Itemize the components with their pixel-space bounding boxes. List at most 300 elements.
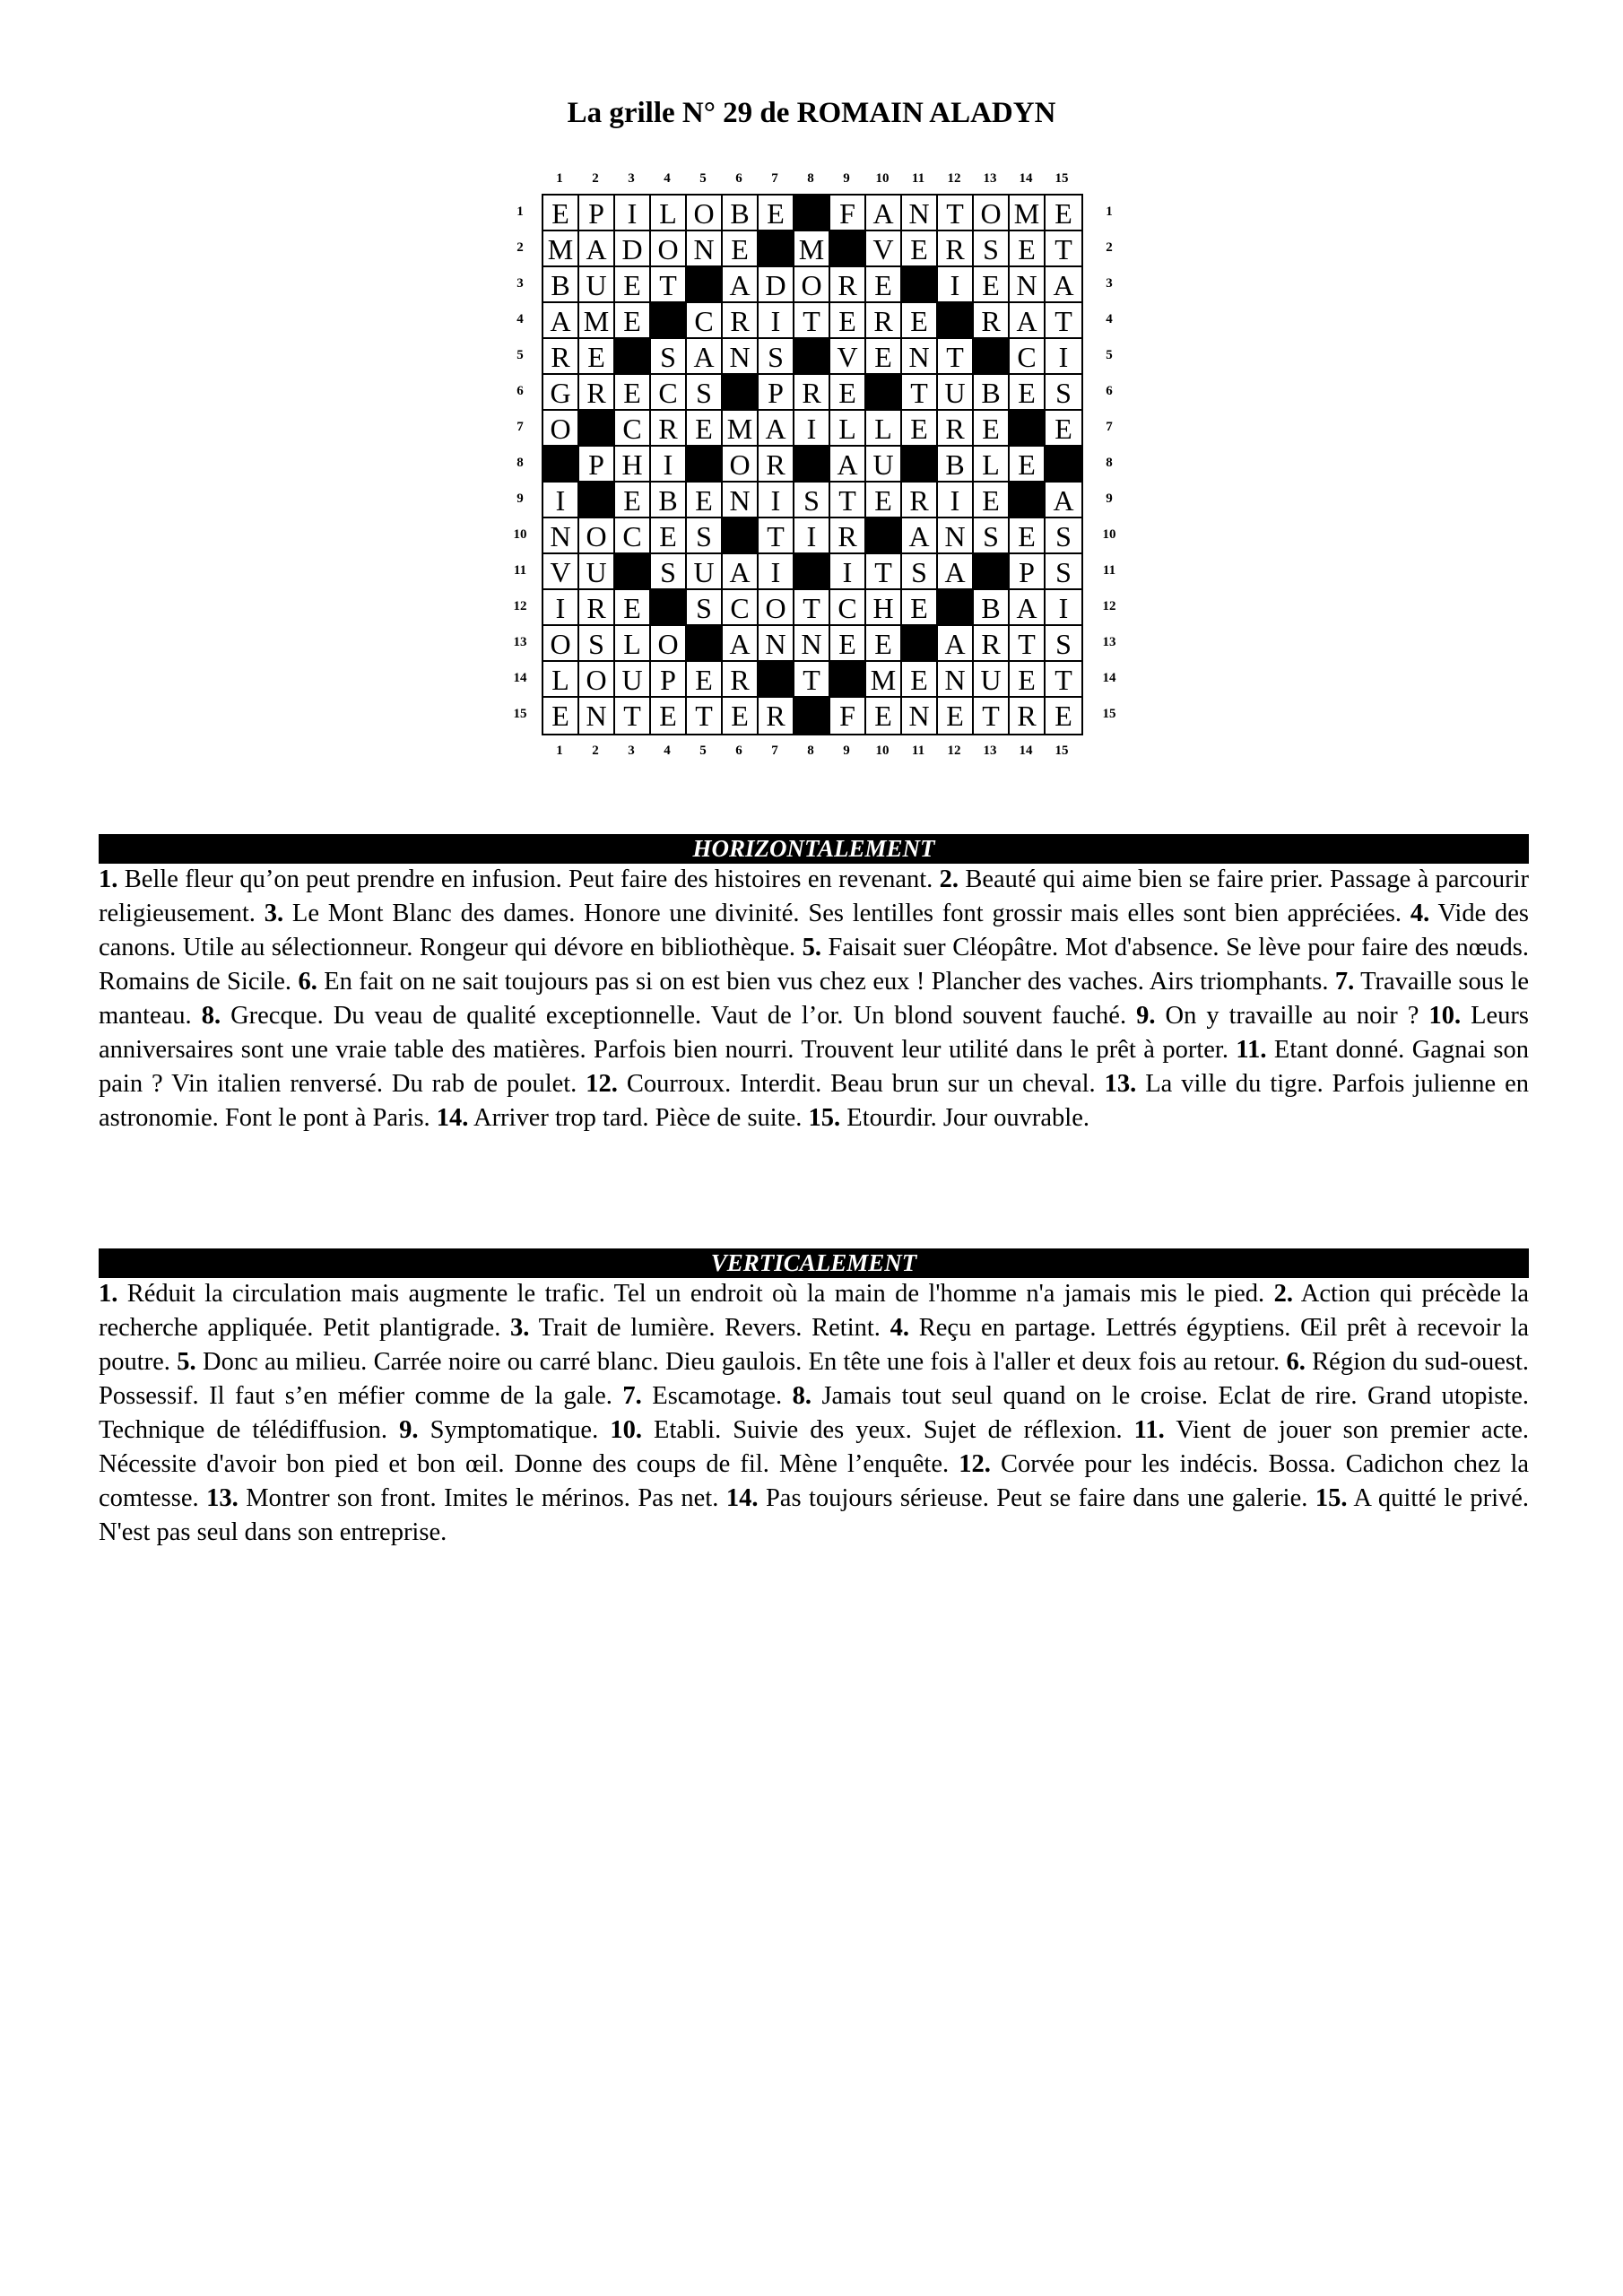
- letter-cell: S: [794, 483, 830, 518]
- letter-cell: T: [938, 339, 974, 375]
- letter-cell: D: [615, 231, 651, 267]
- letter-cell: S: [902, 554, 938, 590]
- letter-cell: O: [974, 196, 1010, 231]
- letter-cell: P: [579, 447, 615, 483]
- row-number-right-1: 1: [1106, 204, 1113, 219]
- row-number-left-9: 9: [516, 491, 524, 506]
- row-number-right-4: 4: [1106, 312, 1113, 326]
- letter-cell: U: [579, 554, 615, 590]
- letter-cell: A: [579, 231, 615, 267]
- row-number-right-15: 15: [1102, 707, 1116, 721]
- column-number-top-3: 3: [628, 171, 635, 186]
- column-number-bottom-14: 14: [1019, 744, 1033, 758]
- column-number-top-13: 13: [983, 171, 997, 186]
- black-cell: [687, 267, 723, 303]
- column-number-top-15: 15: [1055, 171, 1069, 186]
- letter-cell: R: [723, 303, 759, 339]
- letter-cell: R: [759, 698, 794, 734]
- horizontal-clue-text: La ville du tigre. Parfois julienne en astronomie. Font le pont à Paris.: [99, 1070, 1530, 1132]
- letter-cell: G: [543, 375, 579, 411]
- row-number-left-11: 11: [513, 563, 527, 578]
- letter-cell: N: [938, 518, 974, 554]
- horizontal-heading: HORIZONTALEMENT: [99, 834, 1529, 864]
- letter-cell: R: [974, 303, 1010, 339]
- letter-cell: A: [723, 626, 759, 662]
- letter-cell: E: [1055, 700, 1072, 732]
- letter-cell: C: [687, 303, 723, 339]
- vertical-clue-text: Corvée pour les indécis. Bossa. Cadichon chez la comtesse.: [99, 1450, 1530, 1512]
- letter-cell: S: [1046, 626, 1081, 662]
- black-cell: [579, 483, 615, 518]
- horizontal-clue-text: Etourdir. Jour ouvrable.: [846, 1104, 1089, 1132]
- letter-cell: N: [579, 698, 615, 734]
- letter-cell: E: [866, 626, 902, 662]
- vertical-clue-text: Etabli. Suivie des yeux. Sujet de réflexion.: [654, 1416, 1123, 1444]
- black-cell: [759, 662, 794, 698]
- horizontal-clue-number: 11.: [1236, 1036, 1267, 1064]
- letter-cell: U: [615, 662, 651, 698]
- black-cell: [974, 554, 1010, 590]
- letter-cell: N: [938, 662, 974, 698]
- letter-cell: R: [938, 411, 974, 447]
- letter-cell: S: [1046, 375, 1081, 411]
- letter-cell: E: [974, 267, 1010, 303]
- letter-cell: S: [974, 231, 1010, 267]
- page-title: La grille N° 29 de ROMAIN ALADYN: [567, 97, 1056, 129]
- column-number-top-7: 7: [771, 171, 778, 186]
- black-cell: [902, 626, 938, 662]
- vertical-clue-number: 13.: [206, 1484, 239, 1512]
- column-number-bottom-8: 8: [807, 744, 814, 758]
- black-cell: [687, 447, 723, 483]
- horizontal-clue-number: 15.: [808, 1104, 841, 1132]
- letter-cell: E: [830, 303, 866, 339]
- column-number-bottom-2: 2: [592, 744, 599, 758]
- letter-cell: U: [579, 267, 615, 303]
- letter-cell: T: [794, 662, 830, 698]
- letter-cell: O: [579, 662, 615, 698]
- row-number-left-13: 13: [513, 635, 527, 649]
- row-number-left-3: 3: [516, 276, 524, 291]
- row-number-right-10: 10: [1102, 527, 1116, 542]
- letter-cell: E: [866, 339, 902, 375]
- black-cell: [938, 590, 974, 626]
- horizontal-clue-number: 7.: [1334, 968, 1355, 996]
- letter-cell: I: [543, 483, 579, 518]
- horizontal-clue-text: Leurs anniversaires sont une vraie table des matières. Parfois bien nourri. Trouvent leur utilité dans le prêt à porter.: [99, 1002, 1530, 1064]
- column-number-bottom-4: 4: [664, 744, 671, 758]
- letter-cell: L: [651, 196, 687, 231]
- vertical-clues: [99, 1277, 1529, 1550]
- column-number-top-1: 1: [556, 171, 563, 186]
- vertical-clue-text: Montrer son front. Imites le mérinos. Pas net.: [246, 1484, 719, 1512]
- horizontal-clue-number: 13.: [1104, 1070, 1137, 1098]
- black-cell: [902, 447, 938, 483]
- column-number-bottom-3: 3: [628, 744, 635, 758]
- column-number-top-5: 5: [699, 171, 707, 186]
- letter-cell: A: [687, 339, 723, 375]
- row-numbers-right: [1091, 194, 1127, 732]
- column-number-bottom-10: 10: [875, 744, 890, 758]
- letter-cell: P: [1010, 554, 1046, 590]
- letter-cell: A: [1010, 590, 1046, 626]
- letter-cell: R: [830, 267, 866, 303]
- letter-cell: S: [687, 518, 723, 554]
- letter-cell: A: [1046, 267, 1081, 303]
- letter-cell: D: [759, 267, 794, 303]
- letter-cell: V: [866, 231, 902, 267]
- letter-cell: A: [830, 447, 866, 483]
- vertical-clue-number: 6.: [1286, 1348, 1306, 1376]
- horizontal-clue-text: Vide des canons. Utile au sélectionneur. Rongeur qui dévore en bibliothèque.: [99, 900, 1530, 961]
- letter-cell: S: [1046, 554, 1081, 590]
- row-number-left-5: 5: [516, 348, 524, 362]
- letter-cell: C: [651, 375, 687, 411]
- letter-cell: T: [1010, 626, 1046, 662]
- letter-cell: E: [902, 411, 938, 447]
- letter-cell: O: [651, 231, 687, 267]
- column-number-top-11: 11: [911, 171, 925, 186]
- vertical-clue-number: 10.: [610, 1416, 642, 1444]
- column-number-top-8: 8: [807, 171, 814, 186]
- letter-cell: S: [651, 339, 687, 375]
- letter-cell: R: [830, 518, 866, 554]
- letter-cell: N: [687, 231, 723, 267]
- black-cell: [651, 590, 687, 626]
- letter-cell: E: [902, 590, 938, 626]
- letter-cell: T: [830, 483, 866, 518]
- letter-cell: L: [615, 626, 651, 662]
- horizontal-clue-number: 3.: [264, 900, 284, 927]
- letter-cell: R: [759, 447, 794, 483]
- vertical-clue-text: Symptomatique.: [430, 1416, 599, 1444]
- black-cell: [794, 339, 830, 375]
- letter-cell: E: [615, 483, 651, 518]
- letter-cell: L: [543, 662, 579, 698]
- horizontal-clue-number: 2.: [939, 865, 959, 893]
- black-cell: [902, 267, 938, 303]
- letter-cell: T: [1046, 303, 1081, 339]
- letter-cell: E: [723, 231, 759, 267]
- black-cell: [723, 375, 759, 411]
- horizontal-clue-text: Le Mont Blanc des dames. Honore une divinité. Ses lentilles font grossir mais elles sont bien appréciées.: [291, 900, 1402, 927]
- letter-cell: N: [902, 339, 938, 375]
- letter-cell: F: [830, 698, 866, 734]
- column-number-top-14: 14: [1019, 171, 1033, 186]
- letter-cell: R: [902, 483, 938, 518]
- black-cell: [830, 231, 866, 267]
- letter-cell: E: [1010, 518, 1046, 554]
- black-cell: [543, 447, 579, 483]
- letter-cell: E: [687, 662, 723, 698]
- horizontal-clue-number: 14.: [436, 1104, 469, 1132]
- letter-cell: B: [723, 196, 759, 231]
- letter-cell: E: [902, 303, 938, 339]
- letter-cell: N: [794, 626, 830, 662]
- black-cell: [830, 662, 866, 698]
- letter-cell: E: [974, 483, 1010, 518]
- row-number-left-10: 10: [513, 527, 527, 542]
- letter-cell: A: [902, 518, 938, 554]
- black-cell: [794, 698, 830, 734]
- row-number-right-6: 6: [1106, 384, 1113, 398]
- letter-cell: A: [723, 554, 759, 590]
- horizontal-clue-text: Grecque. Du veau de qualité exceptionnelle. Vaut de l’or. Un blond souvent fauché.: [230, 1002, 1127, 1030]
- letter-cell: U: [938, 375, 974, 411]
- letter-cell: C: [615, 518, 651, 554]
- horizontal-clue-text: Etant donné. Gagnai son pain ? Vin italien renversé. Du rab de poulet.: [99, 1036, 1530, 1098]
- vertical-clue-text: Jamais tout seul quand on le croise. Eclat de rire. Grand utopiste. Technique de télédiffusion.: [99, 1382, 1530, 1444]
- letter-cell: C: [615, 411, 651, 447]
- black-cell: [687, 626, 723, 662]
- letter-cell: A: [866, 196, 902, 231]
- letter-cell: E: [1046, 411, 1081, 447]
- row-number-right-12: 12: [1102, 599, 1116, 613]
- letter-cell: R: [866, 303, 902, 339]
- row-number-right-5: 5: [1106, 348, 1113, 362]
- letter-cell: O: [579, 518, 615, 554]
- letter-cell: A: [723, 267, 759, 303]
- letter-cell: S: [687, 375, 723, 411]
- letter-cell: I: [830, 554, 866, 590]
- letter-cell: O: [651, 626, 687, 662]
- letter-cell: I: [759, 303, 794, 339]
- letter-cell: N: [1010, 267, 1046, 303]
- letter-cell: E: [1010, 447, 1046, 483]
- letter-cell: A: [1046, 483, 1081, 518]
- letter-cell: L: [830, 411, 866, 447]
- row-numbers-left: [502, 194, 538, 732]
- letter-cell: I: [794, 518, 830, 554]
- horizontal-clues: [99, 863, 1529, 1135]
- black-cell: [615, 554, 651, 590]
- letter-cell: S: [1046, 518, 1081, 554]
- letter-cell: E: [974, 411, 1010, 447]
- letter-cell: S: [687, 590, 723, 626]
- horizontal-clue-number: 9.: [1136, 1002, 1156, 1030]
- letter-cell: S: [579, 626, 615, 662]
- letter-cell: I: [543, 590, 579, 626]
- letter-cell: T: [615, 698, 651, 734]
- black-cell: [974, 339, 1010, 375]
- letter-cell: I: [615, 196, 651, 231]
- vertical-clue-number: 11.: [1133, 1416, 1165, 1444]
- black-cell: [938, 303, 974, 339]
- row-number-left-6: 6: [516, 384, 524, 398]
- letter-cell: P: [759, 375, 794, 411]
- letter-cell: E: [687, 411, 723, 447]
- column-number-bottom-5: 5: [699, 744, 707, 758]
- row-number-right-11: 11: [1102, 563, 1116, 578]
- black-cell: [866, 518, 902, 554]
- horizontal-clue-number: 12.: [586, 1070, 618, 1098]
- vertical-clue-number: 5.: [177, 1348, 196, 1376]
- letter-cell: I: [938, 267, 974, 303]
- letter-cell: U: [866, 447, 902, 483]
- horizontal-clue-number: 4.: [1410, 900, 1430, 927]
- letter-cell: P: [651, 662, 687, 698]
- letter-cell: V: [543, 554, 579, 590]
- letter-cell: T: [974, 698, 1010, 734]
- column-number-top-9: 9: [843, 171, 850, 186]
- letter-cell: E: [543, 698, 579, 734]
- letter-cell: R: [543, 339, 579, 375]
- column-number-bottom-7: 7: [771, 744, 778, 758]
- letter-cell: E: [759, 196, 794, 231]
- black-cell: [1046, 447, 1081, 483]
- letter-cell: R: [1010, 698, 1046, 734]
- letter-cell: N: [543, 518, 579, 554]
- letter-cell: E: [723, 698, 759, 734]
- vertical-clue-number: 15.: [1315, 1484, 1348, 1512]
- letter-cell: E: [1010, 231, 1046, 267]
- letter-cell: E: [866, 483, 902, 518]
- letter-cell: E: [651, 518, 687, 554]
- vertical-heading: VERTICALEMENT: [99, 1248, 1529, 1278]
- vertical-clue-number: 1.: [99, 1280, 118, 1308]
- horizontal-clue-number: 5.: [802, 934, 821, 961]
- column-number-bottom-15: 15: [1055, 744, 1069, 758]
- letter-cell: A: [938, 554, 974, 590]
- letter-cell: B: [974, 590, 1010, 626]
- letter-cell: N: [723, 339, 759, 375]
- vertical-clue-number: 3.: [510, 1314, 530, 1342]
- letter-cell: E: [615, 590, 651, 626]
- letter-cell: T: [1046, 231, 1081, 267]
- black-cell: [794, 196, 830, 231]
- row-number-right-13: 13: [1102, 635, 1116, 649]
- row-number-left-4: 4: [516, 312, 524, 326]
- letter-cell: O: [543, 411, 579, 447]
- column-number-top-6: 6: [735, 171, 742, 186]
- letter-cell: B: [974, 375, 1010, 411]
- letter-cell: A: [938, 626, 974, 662]
- vertical-clue-text: Réduit la circulation mais augmente le trafic. Tel un endroit où la main de l'homme n'a jamais mis le pied.: [126, 1280, 1265, 1308]
- column-number-bottom-11: 11: [911, 744, 925, 758]
- horizontal-clue-text: Faisait suer Cléopâtre. Mot d'absence. Se lève pour faire des nœuds. Romains de Sicile.: [99, 934, 1530, 996]
- letter-cell: T: [794, 590, 830, 626]
- black-cell: [866, 375, 902, 411]
- row-number-left-14: 14: [513, 671, 527, 685]
- vertical-clue-text: Action qui précède la recherche appliquée. Petit plantigrade.: [99, 1280, 1529, 1342]
- letter-cell: B: [543, 267, 579, 303]
- letter-cell: R: [579, 590, 615, 626]
- row-number-right-8: 8: [1106, 456, 1113, 470]
- letter-cell: R: [651, 411, 687, 447]
- horizontal-clue-text: Courroux. Interdit. Beau brun sur un cheval.: [626, 1070, 1096, 1098]
- letter-cell: R: [938, 231, 974, 267]
- letter-cell: C: [723, 590, 759, 626]
- row-number-left-7: 7: [516, 420, 524, 434]
- letter-cell: M: [723, 411, 759, 447]
- column-number-bottom-6: 6: [735, 744, 742, 758]
- vertical-clue-number: 7.: [622, 1382, 642, 1410]
- letter-cell: N: [759, 626, 794, 662]
- letter-cell: E: [615, 267, 651, 303]
- letter-cell: O: [794, 267, 830, 303]
- letter-cell: B: [651, 483, 687, 518]
- letter-cell: A: [1010, 303, 1046, 339]
- column-number-top-10: 10: [875, 171, 890, 186]
- letter-cell: E: [615, 375, 651, 411]
- row-number-left-1: 1: [516, 204, 524, 219]
- letter-cell: U: [687, 554, 723, 590]
- letter-cell: O: [759, 590, 794, 626]
- letter-cell: L: [866, 411, 902, 447]
- letter-cell: M: [579, 303, 615, 339]
- black-cell: [1010, 411, 1046, 447]
- letter-cell: C: [830, 590, 866, 626]
- black-cell: [759, 231, 794, 267]
- letter-cell: E: [1010, 375, 1046, 411]
- letter-cell: R: [579, 375, 615, 411]
- letter-cell: I: [794, 411, 830, 447]
- black-cell: [1010, 483, 1046, 518]
- row-number-right-14: 14: [1102, 671, 1116, 685]
- horizontal-clue-number: 1.: [99, 865, 118, 893]
- letter-cell: T: [938, 196, 974, 231]
- letter-cell: H: [866, 590, 902, 626]
- vertical-clue-number: 9.: [399, 1416, 419, 1444]
- letter-cell: B: [938, 447, 974, 483]
- letter-cell: O: [687, 196, 723, 231]
- letter-cell: E: [543, 196, 579, 231]
- horizontal-clue-text: Travaille sous le manteau.: [99, 968, 1530, 1030]
- vertical-clue-text: Reçu en partage. Lettrés égyptiens. Œil prêt à recevoir la poutre.: [99, 1314, 1529, 1376]
- vertical-clue-text: Région du sud-ouest. Possessif. Il faut s’en méfier comme de la gale.: [99, 1348, 1530, 1410]
- vertical-clue-number: 2.: [1273, 1280, 1293, 1308]
- letter-cell: T: [794, 303, 830, 339]
- letter-cell: T: [651, 267, 687, 303]
- column-number-bottom-13: 13: [983, 744, 997, 758]
- column-number-top-12: 12: [947, 171, 961, 186]
- horizontal-clue-text: En fait on ne sait toujours pas si on est bien vus chez eux ! Plancher des vaches. Airs triomphants.: [324, 968, 1329, 996]
- letter-cell: F: [830, 196, 866, 231]
- letter-cell: E: [902, 231, 938, 267]
- vertical-clue-number: 8.: [792, 1382, 812, 1410]
- letter-cell: R: [974, 626, 1010, 662]
- letter-cell: M: [794, 231, 830, 267]
- letter-cell: M: [866, 662, 902, 698]
- letter-cell: I: [1046, 339, 1081, 375]
- letter-cell: E: [938, 698, 974, 734]
- black-cell: [615, 339, 651, 375]
- letter-cell: S: [974, 518, 1010, 554]
- black-cell: [579, 411, 615, 447]
- letter-cell: E: [866, 698, 902, 734]
- letter-cell: A: [543, 303, 579, 339]
- black-cell: [651, 303, 687, 339]
- vertical-clue-number: 12.: [959, 1450, 991, 1478]
- horizontal-clue-text: On y travaille au noir ?: [1165, 1002, 1419, 1030]
- black-cell: [794, 447, 830, 483]
- column-number-bottom-1: 1: [556, 744, 563, 758]
- letter-cell: I: [759, 554, 794, 590]
- letter-cell: R: [723, 662, 759, 698]
- letter-cell: T: [866, 554, 902, 590]
- column-number-bottom-12: 12: [947, 744, 961, 758]
- row-number-left-15: 15: [513, 707, 527, 721]
- row-number-right-9: 9: [1106, 491, 1113, 506]
- letter-cell: N: [902, 698, 938, 734]
- letter-cell: E: [902, 662, 938, 698]
- letter-cell: T: [902, 375, 938, 411]
- column-number-top-2: 2: [592, 171, 599, 186]
- letter-cell: T: [1046, 662, 1081, 698]
- letter-cell: E: [866, 267, 902, 303]
- black-cell: [794, 554, 830, 590]
- letter-cell: V: [830, 339, 866, 375]
